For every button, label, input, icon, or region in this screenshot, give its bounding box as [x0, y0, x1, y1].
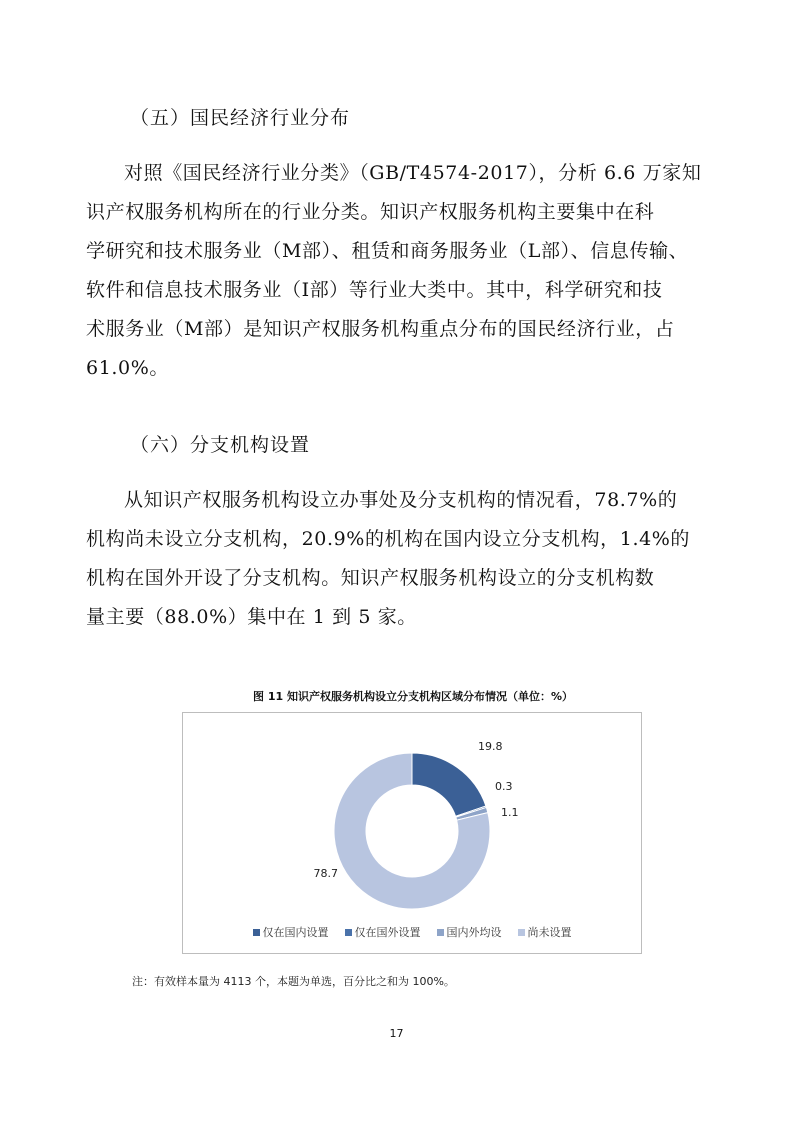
section6-heading: （六）分支机构设置: [130, 434, 311, 456]
legend-label: 仅在国外设置: [354, 926, 421, 939]
paragraph-line: 机构在国外开设了分支机构。知识产权服务机构设立的分支机构数: [86, 567, 655, 589]
paragraph-line: 软件和信息技术服务业（I部）等行业大类中。其中，科学研究和技: [86, 279, 663, 301]
legend-item: [253, 924, 329, 940]
data-label-4: 78.7: [313, 867, 338, 880]
legend-item: [345, 924, 421, 940]
page-number: 17: [389, 1027, 404, 1040]
paragraph-line: 术服务业（M部）是知识产权服务机构重点分布的国民经济行业，占: [86, 318, 675, 340]
legend-label: 仅在国内设置: [262, 926, 329, 939]
paragraph-line: 从知识产权服务机构设立办事处及分支机构的情况看，78.7%的: [124, 489, 678, 511]
section6-paragraph: [86, 481, 714, 637]
section5-heading: （五）国民经济行业分布: [130, 107, 351, 129]
legend-label: 国内外均设: [446, 926, 502, 939]
section5-paragraph: [86, 154, 714, 388]
paragraph-line: 机构尚未设立分支机构，20.9%的机构在国内设立分支机构，1.4%的: [86, 528, 691, 550]
paragraph-line: 学研究和技术服务业（M部）、租赁和商务服务业（L部）、信息传输、: [86, 240, 689, 262]
legend-item: [518, 924, 572, 940]
data-label-3: 1.1: [501, 806, 519, 819]
figure-title: 图 11 知识产权服务机构设立分支机构区域分布情况（单位：%）: [253, 690, 573, 703]
legend-swatch: [345, 929, 352, 936]
paragraph-line: 量主要（88.0%）集中在 1 到 5 家。: [86, 606, 417, 628]
donut-slice-1: [412, 753, 486, 816]
donut-chart-svg: [183, 713, 641, 953]
legend-swatch: [253, 929, 260, 936]
paragraph-line: 对照《国民经济行业分类》（GB/T4574-2017），分析 6.6 万家知: [124, 162, 702, 184]
paragraph-line: 61.0%。: [86, 357, 169, 379]
legend-swatch: [518, 929, 525, 936]
paragraph-line: 识产权服务机构所在的行业分类。知识产权服务机构主要集中在科: [86, 201, 655, 223]
legend-item: [437, 924, 502, 940]
data-label-1: 19.8: [478, 740, 503, 753]
legend-swatch: [437, 929, 444, 936]
chart-legend: [183, 924, 641, 940]
data-label-2: 0.3: [495, 780, 513, 793]
legend-label: 尚未设置: [527, 926, 572, 939]
figure-note: 注：有效样本量为 4113 个，本题为单选，百分比之和为 100%。: [132, 975, 455, 988]
donut-chart: [182, 712, 642, 954]
